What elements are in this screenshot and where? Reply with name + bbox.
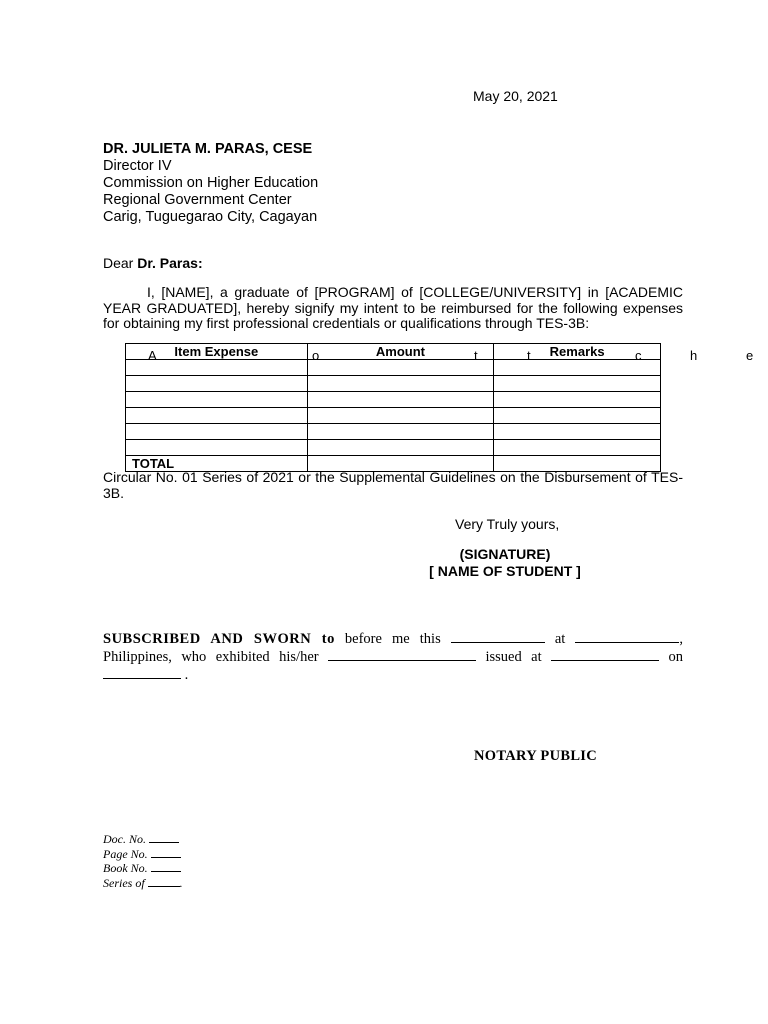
- salutation-name: Dr. Paras:: [137, 255, 203, 271]
- jurat-text: issued at: [476, 649, 552, 665]
- table-cell[interactable]: [494, 440, 661, 456]
- table-cell[interactable]: [494, 392, 661, 408]
- doc-no: [103, 832, 183, 847]
- table-cell[interactable]: [494, 376, 661, 392]
- table-cell[interactable]: [126, 376, 308, 392]
- table-row: [126, 424, 661, 440]
- closing: Very Truly yours,: [455, 516, 560, 532]
- table-cell[interactable]: [126, 408, 308, 424]
- book-no-blank[interactable]: [151, 861, 181, 872]
- table-cell[interactable]: [494, 424, 661, 440]
- doc-no-label: Doc. No.: [103, 832, 146, 846]
- doc-references: [103, 832, 183, 890]
- page-no-label: Page No.: [103, 846, 148, 861]
- table-cell[interactable]: [307, 408, 494, 424]
- table-cell[interactable]: [307, 360, 494, 376]
- table-row: [126, 376, 661, 392]
- header-item-expense: Item Expense: [126, 344, 308, 360]
- intent-paragraph: [103, 285, 683, 332]
- table-header-row: [126, 344, 661, 360]
- ghost-letter-2: o: [312, 348, 320, 363]
- student-name-placeholder: [ NAME OF STUDENT ]: [429, 563, 581, 579]
- header-amount: Amount: [307, 344, 494, 360]
- recipient-name: DR. JULIETA M. PARAS, CESE: [103, 141, 313, 157]
- signature-label: (SIGNATURE): [459, 546, 551, 562]
- intent-text: I, [NAME], a graduate of [PROGRAM] of [COLLEGE/UNIVERSITY] in [ACADEMIC YEAR GRADUATED], hereby signify my intent to be reimbursed for the following expenses for obtaining my first professional credentials or qualifications through TES-3B:: [103, 284, 683, 331]
- jurat-text: before me this: [334, 631, 451, 647]
- total-label: TOTAL: [126, 456, 308, 472]
- ghost-letter-7: e: [746, 348, 754, 363]
- table-cell[interactable]: [307, 424, 494, 440]
- recipient-city: Carig, Tuguegarao City, Cagayan: [103, 209, 318, 225]
- recipient-office: Regional Government Center: [103, 192, 292, 208]
- page-no: [103, 847, 183, 862]
- series-of: Series of .: [103, 875, 183, 890]
- notary-public: NOTARY PUBLIC: [474, 748, 598, 764]
- salutation-prefix: Dear: [103, 255, 138, 271]
- recipient-title: Director IV: [103, 158, 172, 174]
- jurat-lead: SUBSCRIBED AND SWORN to: [103, 631, 335, 647]
- expense-table: [125, 343, 661, 472]
- table-row: [126, 360, 661, 376]
- header-remarks: Remarks: [494, 344, 661, 360]
- id-blank[interactable]: [328, 648, 476, 661]
- ghost-letter-1: A: [148, 348, 157, 363]
- jurat: [103, 630, 683, 684]
- place-blank[interactable]: [575, 630, 679, 643]
- jurat-text: on: [659, 649, 683, 665]
- table-row: [126, 392, 661, 408]
- recipient-org: Commission on Higher Education: [103, 175, 319, 191]
- date-blank[interactable]: [451, 630, 545, 643]
- recipient-address: [103, 141, 318, 226]
- doc-no-blank[interactable]: [149, 832, 179, 843]
- series-of-label: Series of: [103, 875, 145, 890]
- letter-date: May 20, 2021: [473, 88, 558, 104]
- signature-block: [400, 546, 610, 580]
- salutation: [103, 255, 203, 271]
- table-cell[interactable]: [126, 424, 308, 440]
- ghost-letter-5: c: [635, 348, 642, 363]
- ghost-letter-3: t: [474, 348, 478, 363]
- table-cell[interactable]: [307, 376, 494, 392]
- circular-continuation: Circular No. 01 Series of 2021 or the Supplemental Guidelines on the Disbursement of TES-3B.: [103, 469, 683, 501]
- ghost-letter-4: t: [527, 348, 531, 363]
- table-cell[interactable]: [307, 392, 494, 408]
- table-cell[interactable]: [126, 360, 308, 376]
- page-no-blank[interactable]: [151, 847, 181, 858]
- table-cell[interactable]: [307, 440, 494, 456]
- jurat-text: , Philippines, who exhibited his/her: [103, 631, 683, 665]
- ghost-letter-6: h: [690, 348, 698, 363]
- jurat-text: .: [181, 667, 189, 683]
- table-cell[interactable]: [126, 392, 308, 408]
- book-no: [103, 861, 183, 876]
- issued-date-blank[interactable]: [103, 666, 181, 679]
- jurat-text: at: [544, 631, 576, 647]
- issued-place-blank[interactable]: [551, 648, 659, 661]
- book-no-label: Book No.: [103, 861, 148, 876]
- table-cell[interactable]: [494, 408, 661, 424]
- table-cell[interactable]: [126, 440, 308, 456]
- series-of-blank[interactable]: [148, 876, 180, 887]
- table-row: [126, 408, 661, 424]
- table-cell[interactable]: [494, 360, 661, 376]
- table-row: [126, 440, 661, 456]
